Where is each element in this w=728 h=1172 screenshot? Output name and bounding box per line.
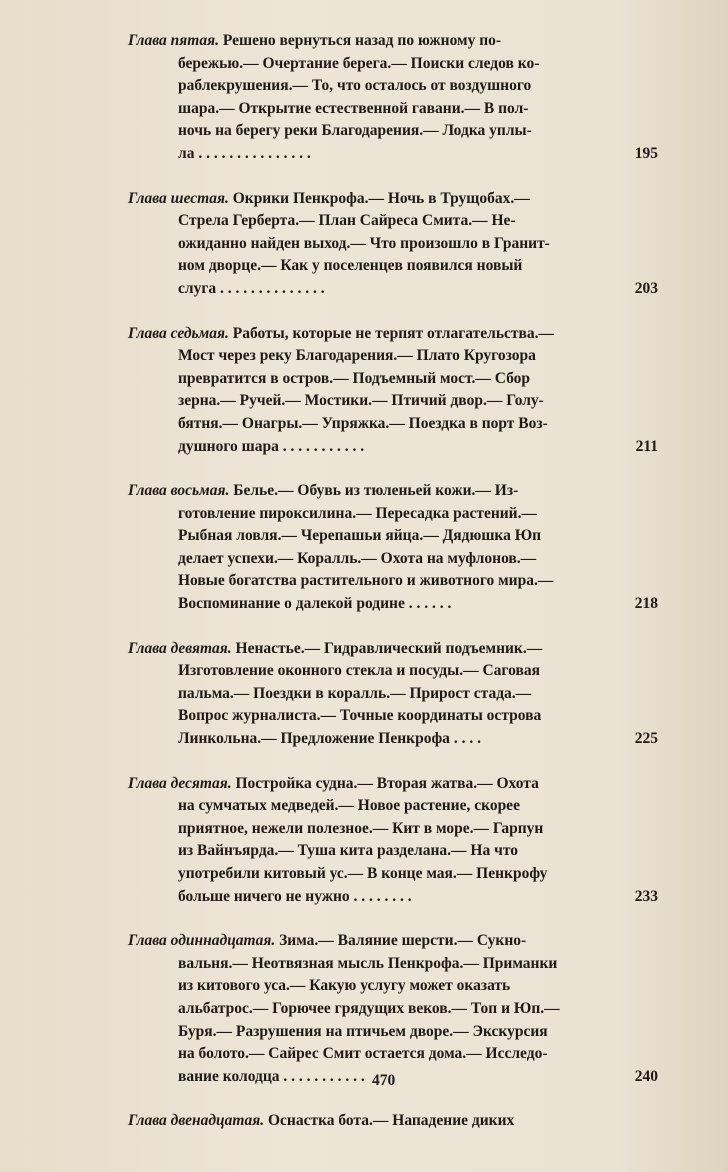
entry-line: альбатрос.— Горючее грядущих веков.— Топ и Юп.— [178,999,560,1017]
entry-line: из китового уса.— Какую услугу может оказать [178,977,511,995]
chapter-title: Глава десятая. [128,774,232,792]
entry-first-line: Оснастка бота.— Нападение диких [267,1112,515,1130]
entry-last-line: вание колодца [178,1067,280,1085]
entry-line: Изготовление оконного стекла и посуды.— Саговая [178,662,540,680]
entry-line: Мост через реку Благодарения.— Плато Кругозора [178,347,536,365]
entry-line: вальня.— Неотвязная мысль Пенкрофа.— Приманки [178,954,558,972]
entry-line: употребили китовый ус.— В конце мая.— Пенкрофу [178,865,548,882]
entry-first-line: Постройка судна.— Вторая жатва.— Охота [235,774,539,792]
entry-line: Стрела Герберта.— План Сайреса Смита.— Не- [178,212,516,230]
entry-line: на сумчатых медведей.— Новое растение, скорее [178,797,520,815]
table-of-contents [128,30,658,1155]
toc-entry [128,930,658,1088]
dot-leader: . . . . . . . . . . . [278,437,365,455]
entry-line: делает успехи.— Коралль.— Охота на муфлонов.— [178,549,537,567]
toc-entry [128,1110,658,1133]
entry-last-line: душного шара [178,437,279,455]
toc-entry [128,323,658,459]
entry-last-line: больше ничего не нужно [178,887,350,905]
dot-leader: . . . . . . . . . . . . . . [216,279,325,297]
entry-line: Рыбная ловля.— Черепашьи яйца.— Дядюшка Юп [178,527,542,545]
entry-line: ожиданно найден выход.— Что произошло в Гранит- [178,234,550,252]
entry-line: пальма.— Поездки в коралль.— Прирост стада.— [178,684,532,702]
toc-entry [128,480,658,616]
entry-line: Буря.— Разрушения на птичьем дворе.— Экскурсия [178,1022,548,1040]
toc-entry [128,773,658,909]
entry-line: раблекрушения.— То, что осталось от воздушного [178,77,532,95]
page-number: 233 [634,887,658,905]
entry-line: готовление пироксилина.— Пересадка растений.— [178,504,537,522]
chapter-title: Глава одиннадцатая. [128,932,276,950]
chapter-title: Глава девятая. [128,639,232,657]
entry-first-line: Работы, которые не терпят отлагательства.— [232,324,555,342]
page-number: 240 [634,1067,658,1085]
dot-leader: . . . . [449,730,481,748]
page-number: 225 [634,730,658,748]
chapter-title: Глава пятая. [128,32,219,49]
chapter-title: Глава двенадцатая. [128,1112,265,1130]
entry-first-line: Белье.— Обувь из тюленьей кожи.— Из- [233,482,519,500]
entry-line: шара.— Открытие естественной гавани.— В пол- [178,99,529,117]
toc-entry [128,188,658,301]
entry-first-line: Зима.— Валяние шерсти.— Сукно- [279,932,527,950]
toc-entry [128,638,658,751]
entry-line: бятня.— Онагры.— Упряжка.— Поездка в порт Воз- [178,414,548,432]
dot-leader: . . . . . . . . . . . . . . . [194,144,311,162]
entry-line: ночь на берегу реки Благодарения.— Лодка уплы- [178,122,532,140]
page-folio: 470 [372,1072,396,1089]
entry-line: на болото.— Сайрес Смит остается дома.— Исследо- [178,1045,548,1063]
chapter-title: Глава седьмая. [128,324,229,342]
entry-first-line: Решено вернуться назад по южному по- [222,32,502,49]
entry-first-line: Ненастье.— Гидравлический подъемник.— [235,639,543,657]
entry-line: приятное, нежели полезное.— Кит в море.— Гарпун [178,819,544,837]
entry-line: превратится в остров.— Подъемный мост.— Сбор [178,369,531,387]
page-number: 211 [635,437,658,455]
entry-line: бережью.— Очертание берега.— Поиски следов ко- [178,54,540,72]
page-number: 195 [634,144,658,162]
chapter-title: Глава шестая. [128,189,229,207]
entry-last-line: Линкольна.— Предложение Пенкрофа [178,730,450,748]
page-number: 203 [634,279,658,297]
toc-entry [128,30,658,166]
entry-last-line: ла [178,144,195,162]
entry-line: ном дворце.— Как у поселенцев появился новый [178,257,523,275]
chapter-title: Глава восьмая. [128,482,230,500]
entry-last-line: Воспоминание о далекой родине [178,595,405,613]
entry-line: из Вайнъярда.— Туша кита разделана.— На что [178,842,518,860]
entry-last-line: слуга [178,279,217,297]
dot-leader: . . . . . . [404,595,452,613]
dot-leader: . . . . . . . . [349,887,412,905]
entry-first-line: Окрики Пенкрофа.— Ночь в Трущобах.— [232,189,530,207]
dot-leader: . . . . . . . . . . . [279,1067,365,1085]
entry-line: Новые богатства растительного и животного мира.— [178,572,554,590]
page-number: 218 [634,595,658,613]
entry-line: зерна.— Ручей.— Мостики.— Птичий двор.— Голу- [178,392,544,410]
entry-line: Вопрос журналиста.— Точные координаты острова [178,707,542,725]
